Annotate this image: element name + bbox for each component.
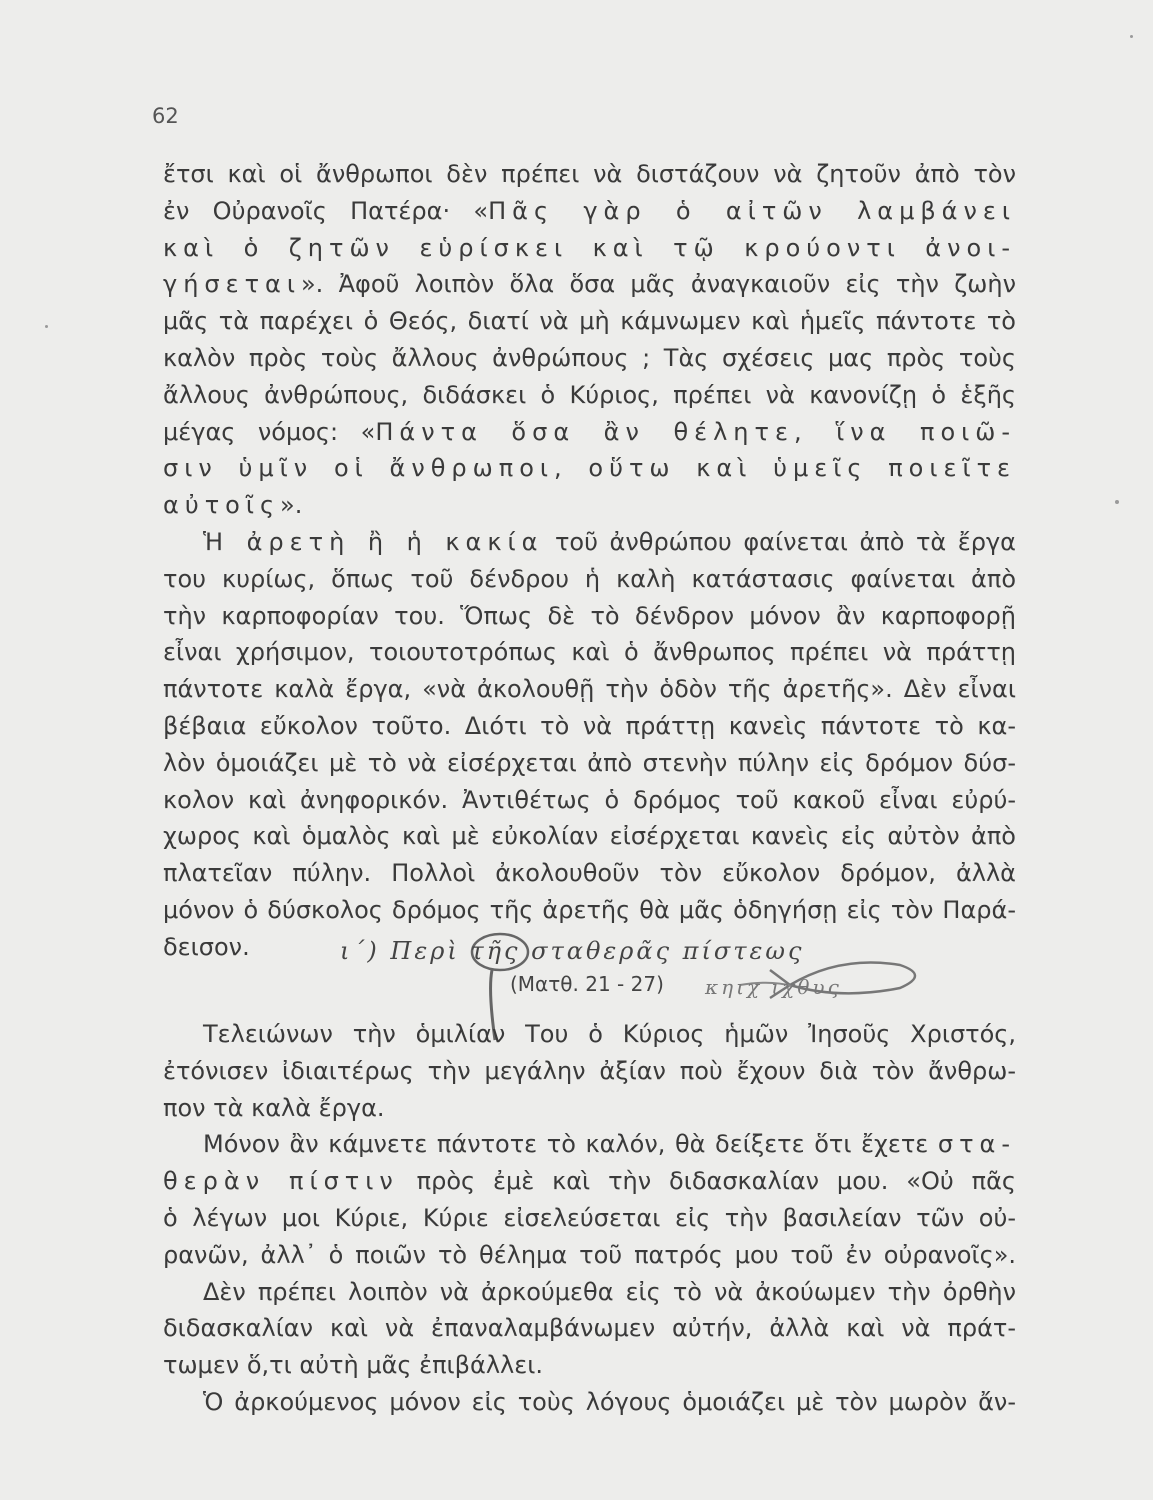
- text-line: [163, 1163, 1016, 1200]
- text-run: ἄλλους ἀνθρώπους, διδάσκει ὁ Κύριος, πρέπει νὰ κανονίζῃ ὁ ἑξῆς: [163, 380, 1016, 409]
- text-line: [163, 340, 1016, 377]
- text-line: [163, 818, 1016, 855]
- text-line: [163, 303, 1016, 340]
- text-line: [163, 1126, 1016, 1163]
- text-run: δεισον.: [163, 932, 250, 961]
- text-run: του κυρίως, ὅπως τοῦ δένδρου ἡ καλὴ κατάστασις φαίνεται ἀπὸ: [163, 564, 1016, 593]
- text-run: πον τὰ καλὰ ἔργα.: [163, 1093, 385, 1122]
- text-run: πλατεῖαν πύλην. Πολλοὶ ἀκολουθοῦν τὸν εὔκολον δρόμον, ἀλλὰ: [163, 859, 1016, 888]
- paper-speck: [45, 325, 48, 328]
- text-line: [163, 524, 1016, 561]
- text-run: πρὸς ἐμὲ καὶ τὴν διδασκαλίαν μου. «Οὐ πᾶς: [398, 1167, 1016, 1196]
- text-run: λὸν ὁμοιάζει μὲ τὸ νὰ εἰσέρχεται ἀπὸ στενὴν πύλην εἰς δρόμον δύσ-: [163, 748, 1016, 777]
- text-run: ἐν Οὐρανοῖς Πατέρα· «: [163, 196, 489, 225]
- text-line: [163, 1237, 1016, 1274]
- text-block-2: [163, 1016, 1016, 1421]
- text-line: [163, 1016, 1016, 1053]
- text-run: μᾶς τὰ παρέχει ὁ Θεός, διατί νὰ μὴ κάμνωμεν καὶ ἡμεῖς πάντοτε τὸ: [163, 307, 1016, 336]
- section-reference: (Ματθ. 21 - 27): [510, 972, 664, 996]
- spaced-emphasis-text: θερὰν πίστιν: [163, 1167, 399, 1196]
- text-line: [163, 1200, 1016, 1237]
- spaced-emphasis-text: Πᾶς γὰρ ὁ αἰτῶν λαμβάνει: [488, 196, 1016, 225]
- text-run: μέγας νόμος: «: [163, 417, 376, 446]
- spaced-emphasis-text: Πάντα ὅσα ἂν θέλητε, ἵνα ποιῶ-: [375, 417, 1016, 446]
- handwritten-note: κηιχ ιχθυς: [705, 975, 842, 999]
- text-run: τωμεν ὅ,τι αὐτὴ μᾶς ἐπιβάλλει.: [163, 1351, 543, 1380]
- spaced-emphasis-text: στα-: [937, 1130, 1016, 1159]
- text-line: [163, 487, 1016, 524]
- text-line: [163, 193, 1016, 230]
- text-line: [163, 266, 1016, 303]
- text-line: [163, 598, 1016, 635]
- text-line: [163, 561, 1016, 598]
- text-line: [163, 855, 1016, 892]
- text-run: μόνον ὁ δύσκολος δρόμος τῆς ἀρετῆς θὰ μᾶς ὁδηγήσῃ εἰς τὸν Παρά-: [163, 895, 1016, 924]
- text-line: [163, 1347, 1016, 1384]
- spaced-emphasis-text: καὶ ὁ ζητῶν εὑρίσκει καὶ τῷ κρούοντι ἀνοι-: [163, 233, 1016, 262]
- text-run: καλὸν πρὸς τοὺς ἄλλους ἀνθρώπους ; Τὰς σχέσεις μας πρὸς τοὺς: [163, 343, 1016, 372]
- text-line: [163, 1274, 1016, 1311]
- text-line: [163, 450, 1016, 487]
- text-line: [163, 1310, 1016, 1347]
- text-run: τὴν καρποφορίαν του. Ὅπως δὲ τὸ δένδρον μόνον ἂν καρποφορῇ: [163, 601, 1016, 630]
- text-run: εἶναι χρήσιμον, τοιουτοτρόπως καὶ ὁ ἄνθρωπος πρέπει νὰ πράττῃ: [163, 638, 1016, 667]
- text-block-1: [163, 156, 1016, 966]
- text-line: [163, 1053, 1016, 1090]
- spaced-emphasis-text: αὐτοῖς: [163, 491, 281, 520]
- text-run: Τελειώνων τὴν ὁμιλίαν Του ὁ Κύριος ἡμῶν Ἰησοῦς Χριστός,: [203, 1020, 1016, 1048]
- text-line: [163, 671, 1016, 708]
- spaced-emphasis-text: σιν ὑμῖν οἱ ἄνθρωποι, οὕτω καὶ ὑμεῖς ποιεῖτε: [163, 454, 1016, 483]
- text-line: [163, 745, 1016, 782]
- text-line: [163, 892, 1016, 929]
- text-run: ». Ἀφοῦ λοιπὸν ὅλα ὅσα μᾶς ἀναγκαιοῦν εἰς τὴν ζωὴν: [301, 270, 1016, 299]
- text-run: Μόνον ἂν κάμνετε πάντοτε τὸ καλόν, θὰ δείξετε ὅτι ἔχετε: [203, 1130, 938, 1159]
- text-run: διδασκαλίαν καὶ νὰ ἐπαναλαμβάνωμεν αὐτήν, ἀλλὰ καὶ νὰ πράτ-: [163, 1314, 1016, 1343]
- text-line: [163, 414, 1016, 451]
- text-run: χωρος καὶ ὁμαλὸς καὶ μὲ εὐκολίαν εἰσέρχεται κανεὶς εἰς αὐτὸν ἀπὸ: [163, 822, 1016, 851]
- spaced-emphasis-text: γήσεται: [163, 270, 301, 299]
- text-run: ἔτσι καὶ οἱ ἄνθρωποι δὲν πρέπει νὰ διστάζουν νὰ ζητοῦν ἀπὸ τὸν: [163, 160, 1016, 188]
- text-run: τοῦ ἀνθρώπου φαίνεται ἀπὸ τὰ ἔργα: [543, 527, 1016, 556]
- text-run: ὁ λέγων μοι Κύριε, Κύριε εἰσελεύσεται εἰς τὴν βασιλείαν τῶν οὐ-: [163, 1203, 1016, 1232]
- text-run: ρανῶν, ἀλλ᾽ ὁ ποιῶν τὸ θέλημα τοῦ πατρός μου τοῦ ἐν οὐρανοῖς».: [163, 1240, 1016, 1269]
- text-line: [163, 782, 1016, 819]
- text-run: πάντοτε καλὰ ἔργα, «νὰ ἀκολουθῇ τὴν ὁδὸν τῆς ἀρετῆς». Δὲν εἶναι: [163, 675, 1016, 704]
- paper-speck: [1115, 500, 1119, 504]
- text-line: [163, 634, 1016, 671]
- paper-speck: [1130, 35, 1133, 38]
- text-run: Δὲν πρέπει λοιπὸν νὰ ἀρκούμεθα εἰς τὸ νὰ ἀκούωμεν τὴν ὀρθὴν: [203, 1277, 1016, 1306]
- text-line: [163, 708, 1016, 745]
- text-run: ».: [280, 491, 303, 520]
- section-title: ι΄) Περὶ τῆς σταθερᾶς πίστεως: [340, 937, 805, 965]
- text-run: βέβαια εὔκολον τοῦτο. Διότι τὸ νὰ πράττῃ κανεὶς πάντοτε τὸ κα-: [163, 711, 1016, 740]
- text-line: [163, 1090, 1016, 1127]
- text-run: κολον καὶ ἀνηφορικόν. Ἀντιθέτως ὁ δρόμος τοῦ κακοῦ εἶναι εὐρύ-: [163, 785, 1016, 814]
- text-line: [163, 230, 1016, 267]
- text-line: [163, 377, 1016, 414]
- text-run: Ὁ ἀρκούμενος μόνον εἰς τοὺς λόγους ὁμοιάζει μὲ τὸν μωρὸν ἄν-: [203, 1387, 1016, 1416]
- text-line: [163, 1384, 1016, 1421]
- text-run: ἐτόνισεν ἰδιαιτέρως τὴν μεγάλην ἀξίαν ποὺ ἔχουν διὰ τὸν ἄνθρω-: [163, 1056, 1016, 1085]
- spaced-emphasis-text: Ἡ ἀρετὴ ἢ ἡ κακία: [203, 527, 544, 556]
- page-number: 62: [152, 104, 179, 128]
- text-line: [163, 156, 1016, 193]
